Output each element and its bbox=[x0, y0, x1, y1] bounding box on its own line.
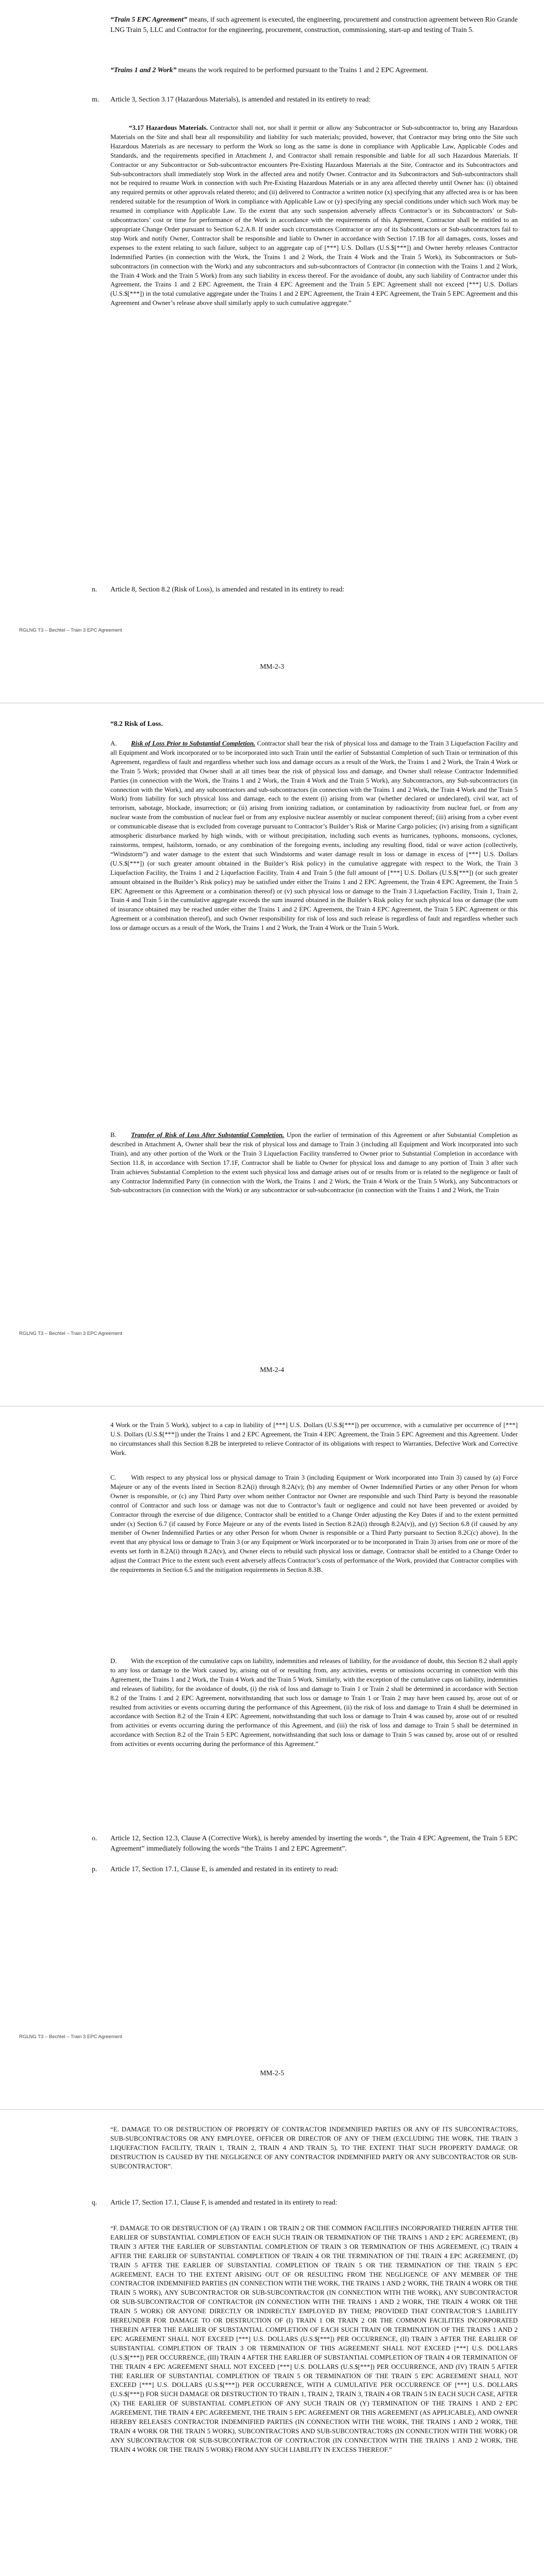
amendment-8-2-intro: Article 8, Section 8.2 (Risk of Loss), is amended and restated in its entirety to read: bbox=[110, 585, 344, 593]
page-number: MM-2-4 bbox=[260, 1366, 284, 1374]
amendment-17-1-f-intro: Article 17, Section 17.1, Clause F, is amended and restated in its entirety to read: bbox=[110, 2198, 337, 2206]
amendment-17-1-e-intro: Article 17, Section 17.1, Clause E, is amended and restated in its entirety to read: bbox=[110, 1865, 338, 1873]
subsection-body: With respect to any physical loss or physical damage to Train 3 (including Equipment or Work incorporated into Train 3) caused by (a) Force Majeure or any of the events listed in Section 8.2A(i) through 8.2A(v); (b) any member of Owner Indemnified Parties or any other Person for whom Owner is responsible, or (c) any Third Party over whom neither Contractor nor Owner are responsible and such Third Party is beyond the reasonable control of Contractor and such loss or damage was not due to Contractor’s fault or negligence and could not have been prevented or avoided by Contractor through the exercise of due diligence, Contractor shall be entitled to a Change Order adjusting the Key Dates if and to the extent permitted under (x) Section 6.7 (if caused by Force Majeure or any of the events listed in Section 8.2A(i) through 8.2A(v)), and (y) Section 6.8 (if caused by any member of Owner Indemnified Parties or any other Person for whom Owner is responsible or a Third Party pursuant to Section 8.2C(c) above). In the event that any physical loss or damage to Train 3 (or any Equipment or Work incorporated or to be incorporated in Train 3) arises from one or more of the events set forth in 8.2A(i) through 8.2A(v), and Owner elects to rebuild such physical loss or damage, Contractor shall be entitled to a Change Order to adjust the Contract Price to the extent such event adversely affects Contractor’s costs of performance of the Work, provided that Contractor complies with the requirements in Section 6.5 and the mitigation requirements in Section 8.3B. bbox=[110, 1474, 518, 1574]
section-8-2-d bbox=[110, 1657, 518, 1749]
item-label-m: m. bbox=[92, 95, 99, 103]
subsection-body: With the exception of the cumulative caps on liability, indemnities and releases of liability, for the avoidance of doubt, this Section 8.2 shall apply to any loss or damage to the Work caused by, arising out of or resulting from, any activities, events or omissions occurring in connection with this Agreement, the Trains 1 and 2 Work, the Train 4 Work and the Train 5 Work. Similarly, with the exception of the cumulative caps on liability, indemnities and releases of liability, for the avoidance of doubt, (i) the risk of loss and damage to Train 1 or Train 2 shall be determined in accordance with Section 8.2 of the Trains 1 and 2 EPC Agreement, notwithstanding that such loss or damage to Train 1 or Train 2 may have been caused by, arose out of or resulted from activities or events occurring during the performance of this Agreement, (ii) the risk of loss and damage to Train 4 shall be determined in accordance with Section 8.2 of the Train 4 EPC Agreement, notwithstanding that such loss or damage to Train 4 was caused by, arose out of or resulted from activities or events occurring during the performance of this Agreement, and (iii) the risk of loss and damage to Train 5 shall be determined in accordance with Section 8.2 of the Train 5 EPC Agreement, notwithstanding that such loss or damage to Train 5 was caused by, arose out of or resulted from activities or events occurring during the performance of this Agreement.” bbox=[110, 1657, 518, 1748]
document-footer-id: RGLNG T3 – Bechtel – Train 3 EPC Agreement bbox=[19, 1331, 122, 1336]
section-3-17-hazardous-materials bbox=[110, 124, 518, 308]
item-label-q: q. bbox=[92, 2198, 97, 2206]
page-number: MM-2-5 bbox=[260, 2069, 284, 2077]
page-number: MM-2-3 bbox=[260, 663, 284, 670]
section-8-2-a bbox=[110, 739, 518, 933]
page-mm-2-4 bbox=[0, 703, 544, 1406]
definition-term: “Train 5 EPC Agreement” bbox=[110, 15, 187, 23]
item-label-n: n. bbox=[92, 585, 97, 593]
subsection-label: B. bbox=[110, 1131, 117, 1139]
definition-body: means the work required to be performed pursuant to the Trains 1 and 2 EPC Agreement. bbox=[178, 66, 428, 74]
subsection-label: D. bbox=[110, 1657, 117, 1665]
subsection-title: Transfer of Risk of Loss After Substantial Completion. bbox=[131, 1131, 285, 1139]
document-footer-id: RGLNG T3 – Bechtel – Train 3 EPC Agreement bbox=[19, 628, 122, 633]
item-label-o: o. bbox=[92, 1834, 97, 1842]
page-mm-2-6 bbox=[0, 2110, 544, 2576]
section-8-2-b-continued: 4 Work or the Train 5 Work), subject to a cap in liability of [***] U.S. Dollars (U.S.$[***]) per occurrence, with a cumulative per occurrence of [***] U.S. Dollars (U.S.$[***]) under the Trains 1 and 2 EPC Agreement, the Train 4 EPC Agreement, the Train 5 EPC Agreement and this Agreement. Under no circumstances shall this Section 8.2B be interpreted to relieve Contractor of its obligations with respect to Warranties, Defective Work and Corrective Work. bbox=[110, 1421, 518, 1456]
definition-trains12-work bbox=[110, 65, 518, 75]
page-mm-2-3 bbox=[0, 0, 544, 703]
subsection-label: C. bbox=[110, 1474, 117, 1481]
section-body: Contractor shall not, nor shall it permit or allow any Subcontractor or Sub-subcontractor to, bring any Hazardous Materials on the Site and shall bear all responsibility and liability for such materials; provided, however, that Contractor may bring onto the Site such Hazardous Materials as are necessary to perform the Work so long as the same is done in compliance with Applicable Law, Applicable Codes and Standards, and the requirements specified in Attachment J, and Contractor shall remain responsible and liable for all such Hazardous Materials. If Contractor or any Subcontractor or Sub-subcontractor encounters Pre-Existing Hazardous Materials at the Site, Contractor and its Subcontractors and Sub-subcontractors shall immediately stop Work in the affected area and notify Owner. Contractor and its Subcontractors and Sub-subcontractors shall not be required to resume Work in connection with such Pre-Existing Hazardous Materials or in any area affected thereby until Owner has: (i) obtained any required permits or other approvals related thereto; and (ii) delivered to Contractor a written notice (x) specifying that any affected area is or has been rendered suitable for the resumption of Work in compliance with Applicable Law or (y) specifying any special conditions under which such Work may be resumed in compliance with Applicable Law. To the extent that any such suspension adversely affects Contractor’s or its Subcontractors’ or Sub-subcontractors’ cost or time for performance of the Work in accordance with the requirements of this Agreement, Contractor shall be entitled to an appropriate Change Order pursuant to Section 6.2.A.8. If under such circumstances Contractor or any of its Subcontractors or Sub-subcontractors fail to stop Work and notify Owner, Contractor shall be responsible and liable to Owner in accordance with Section 17.1B for all damages, costs, losses and expenses to the extent relating to such failure, subject to an aggregate cap of [***] U.S. Dollars (U.S.$[***]) and Owner hereby releases Contractor Indemnified Parties (in connection with the Work, the Trains 1 and 2 Work, the Train 4 Work and the Train 5 Work), its Subcontractors or Sub-subcontractors (in connection with the Work) and any subcontractors and sub-subcontractors of Contractor (in connection with the Trains 1 and 2 Work, the Train 4 Work and the Train 5 Work) from any such liability in excess thereof. For the avoidance of doubt, any such liability of Contractor under this Agreement, the Trains 1 and 2 EPC Agreement, the Train 4 EPC Agreement and the Train 5 EPC Agreement shall not exceed [***] U.S. Dollars (U.S.$[***]) in the total cumulative aggregate under the Trains 1 and 2 EPC Agreement, the Train 4 EPC Agreement, the Train 5 EPC Agreement and this Agreement and Owner’s release above shall similarly apply to such cumulative aggregate.” bbox=[110, 124, 518, 307]
clause-17-1-e: “E. DAMAGE TO OR DESTRUCTION OF PROPERTY OF CONTRACTOR INDEMNIFIED PARTIES OR ANY OF ITS SUBCONTRACTORS, SUB-SUBCONTRACTORS OR ANY EMPLOYEE, OFFICER OR DIRECTOR OF ANY OF THEM (EXCLUDING THE WORK, THE TRAIN 3 LIQUEFACTION FACILITY, TRAIN 1, TRAIN 2, TRAIN 4 AND TRAIN 5), TO THE EXTENT THAT SUCH PROPERTY DAMAGE OR DESTRUCTION IS CAUSED BY THE NEGLIGENCE OF ANY CONTRACTOR INDEMNIFIED PARTY OR ANY SUBCONTRACTOR OR SUB-SUBCONTRACTOR”. bbox=[110, 2126, 518, 2170]
section-8-2-c bbox=[110, 1473, 518, 1575]
item-label-p: p. bbox=[92, 1865, 97, 1873]
amendment-12-3: Article 12, Section 12.3, Clause A (Corrective Work), is hereby amended by inserting the words “, the Train 4 EPC Agreement, the Train 5 EPC Agreement” immediately following the words “the Trains 1 and 2 EPC Agreement”. bbox=[110, 1834, 518, 1852]
subsection-body: Upon the earlier of termination of this Agreement or after Substantial Completion as described in Attachment A, Owner shall bear the risk of physical loss and damage to Train 3 (including all Equipment and Work incorporated into such Train), and any other portion of the Work or the Train 3 Liquefaction Facility transferred to Owner prior to Substantial Completion in accordance with Section 11.8, in accordance with Section 17.1F, Contractor shall be liable to Owner for physical loss and damage to any portion of Train 3 after such Train achieves Substantial Completion to the extent such physical loss and damage arises out of or results from or is related to the negligence or fault of any Contractor Indemnified Party (in connection with the Work, the Trains 1 and 2 Work, the Train 4 Work or the Train 5 Work), any Subcontractors or Sub-subcontractors (in connection with the Work) or any subcontractor or sub-subcontractor (in connection with the Trains 1 and 2 Work, the Train bbox=[110, 1131, 518, 1194]
definition-train5-epc bbox=[110, 14, 518, 35]
subsection-label: A. bbox=[110, 740, 117, 747]
subsection-body: Contractor shall bear the risk of physical loss and damage to the Train 3 Liquefaction Facility and all Equipment and Work incorporated or to be incorporated into such Train until the earlier of Substantial Completion of such Train or termination of this Agreement, regardless of fault and regardless whether such loss and damage occurs as a result of the Work, the Trains 1 and 2 Work, the Train 4 Work or the Train 5 Work; provided that Owner shall at all times bear the risk of physical loss and damage, and Owner shall release Contractor Indemnified Parties (in connection with the Work, the Trains 1 and 2 Work, the Train 4 Work and the Train 5 Work), any Subcontractors, any Sub-subcontractors (in connection with the Work), and any subcontractors and sub-subcontractors (in connection with the Trains 1 and 2 Work, the Train 4 Work and the Train 5 Work) from liability for such physical loss and damage, each to the extent (i) arising from war (whether declared or undeclared), civil war, act of terrorism, sabotage, blockade, insurrection; or (ii) arising from ionizing radiation, or contamination by radioactivity from nuclear fuel, or from any nuclear waste from the combustion of nuclear fuel or from any explosive nuclear assembly or nuclear component thereof; (iii) arising from a cyber event or communicable disease that is excluded from coverage pursuant to Contractor’s Builder’s Risk or Marine Cargo policies; (iv) arising from a significant atmospheric disturbance marked by high winds, with or without precipitation, including such events as hurricanes, typhoons, monsoons, cyclones, rainstorms, tempest, hailstorm, tornado, or any combination of the foregoing events, including any resulting flood, tidal or wave action (collectively, “Windstorm”) and water damage to the extent that such Windstorms and water damage result in loss or damage in excess of [***] U.S. Dollars (U.S.$[***]) (or such greater amount obtained in the Builder’s Risk policy) in the cumulative aggregate with respect to the Work, the Train 3 Liquefaction Facility, the Trains 1 and 2 Liquefaction Facility, Train 4 and Train 5 (the full amount of [***] U.S. Dollars (U.S.$[***]) (or such greater amount obtained in the Builder’s Risk policy) may be satisfied under either the Trains 1 and 2 EPC Agreement, the Train 4 EPC Agreement, the Train 5 EPC Agreement or this Agreement or a combination thereof) or (v) such physical loss or damage to the Train 3 Liquefaction Facility, Train 1, Train 2, Train 4 and Train 5 in the cumulative aggregate exceeds the sum insured obtained in the Builder’s Risk policy for such physical loss or damage (the sum of insurance obtained may be reached under either the Trains 1 and 2 EPC Agreement, the Train 4 EPC Agreement, the Train 5 EPC Agreement or this Agreement or a combination thereof), and such Owner responsibility for risk of loss and such release is regardless of fault and regardless whether such loss or damage occurs as a result of the Work, the Trains 1 and 2 Work, the Train 4 Work or the Train 5 Work. bbox=[110, 740, 518, 932]
definition-body: means, if such agreement is executed, the engineering, procurement and construction agreement between Rio Grande LNG Train 5, LLC and Contractor for the engineering, procurement, construction, commissioning, start-up and testing of Train 5. bbox=[110, 15, 518, 33]
definition-term: “Trains 1 and 2 Work” bbox=[110, 66, 177, 74]
section-8-2-b bbox=[110, 1131, 518, 1195]
amendment-3-17-intro: Article 3, Section 3.17 (Hazardous Materials), is amended and restated in its entirety to read: bbox=[110, 95, 371, 103]
document-footer-id: RGLNG T3 – Bechtel – Train 3 EPC Agreement bbox=[19, 2034, 122, 2040]
section-title: “3.17 Hazardous Materials. bbox=[129, 124, 208, 131]
subsection-title: Risk of Loss Prior to Substantial Completion. bbox=[131, 740, 256, 747]
page-mm-2-5 bbox=[0, 1406, 544, 2110]
section-8-2-heading: “8.2 Risk of Loss. bbox=[110, 720, 163, 727]
clause-17-1-f: “F. DAMAGE TO OR DESTRUCTION OF (A) TRAIN 1 OR TRAIN 2 OR THE COMMON FACILITIES INCORPORATED THEREIN AFTER THE EARLIER OF SUBSTANTIAL COMPLETION OF EACH SUCH TRAIN OR TERMINATION OF THE TRAINS 1 AND 2 EPC AGREEMENT, (B) TRAIN 3 AFTER THE EARLIER OF SUBSTANTIAL COMPLETION OF TRAIN 3 OR TERMINATION OF THIS AGREEMENT, (C) TRAIN 4 AFTER THE EARLIER OF SUBSTANTIAL COMPLETION OF TRAIN 4 OR THE TERMINATION OF THE TRAIN 4 EPC AGREEMENT, (D) TRAIN 5 AFTER THE EARLIER OF SUBSTANTIAL COMPLETION OF TRAIN 5 OR THE TERMINATION OF THE TRAIN 5 EPC AGREEMENT, EACH TO THE EXTENT ARISING OUT OF OR RESULTING FROM THE NEGLIGENCE OF ANY MEMBER OF THE CONTRACTOR INDEMNIFIED PARTIES (IN CONNECTION WITH THE WORK, THE TRAINS 1 AND 2 WORK, THE TRAIN 4 WORK OR THE TRAIN 5 WORK), ANY SUBCONTRACTOR OR SUB-SUBCONTRACTOR (IN CONNECTION WITH THE WORK), ANY SUBCONTRACTOR OR SUB-SUBCONTRACTOR OF CONTRACTOR (IN CONNECTION WITH THE TRAINS 1 AND 2 WORK, THE TRAIN 4 WORK OR THE TRAIN 5 WORK) OR ANYONE DIRECTLY OR INDIRECTLY EMPLOYED BY THEM; PROVIDED THAT CONTRACTOR’S LIABILITY HEREUNDER FOR DAMAGE TO OR DESTRUCTION OF (I) TRAIN 1 OR TRAIN 2 OR THE COMMON FACILITIES INCORPORATED THEREIN AFTER THE EARLIER OF SUBSTANTIAL COMPLETION OF EACH SUCH TRAIN OR TERMINATION OF THE TRAINS 1 AND 2 EPC AGREEMENT SHALL NOT EXCEED [***] U.S. DOLLARS (U.S.$[***]) PER OCCURRENCE, (II) TRAIN 3 AFTER THE EARLIER OF SUBSTANTIAL COMPLETION OF TRAIN 3 OR TERMINATION OF THIS AGREEMENT SHALL NOT EXCEED [***] U.S. DOLLARS (U.S.$[***]) PER OCCURRENCE, (III) TRAIN 4 AFTER THE EARLIER OF SUBSTANTIAL COMPLETION OF TRAIN 4 OR TERMINATION OF THE TRAIN 4 EPC AGREEMENT SHALL NOT EXCEED [***] U.S. DOLLARS (U.S.$[***]) PER OCCURRENCE, AND (IV) TRAIN 5 AFTER THE EARLIER OF SUBSTANTIAL COMPLETION OF TRAIN 5 OR TERMINATION OF THE TRAIN 5 EPC AGREEMENT SHALL NOT EXCEED [***] U.S. DOLLARS (U.S.$[***]) PER OCCURRENCE, WITH A CUMULATIVE PER OCCURRENCE OF [***] U.S. DOLLARS (U.S.$[***]) FOR SUCH DAMAGE OR DESTRUCTION TO TRAIN 1, TRAIN 2, TRAIN 3, TRAIN 4 OR TRAIN 5 IN EACH SUCH CASE, AFTER (X) THE EARLIER OF SUBSTANTIAL COMPLETION OF ANY SUCH TRAIN OR (Y) TERMINATION OF THE TRAINS 1 AND 2 EPC AGREEMENT, THE TRAIN 4 EPC AGREEMENT, THE TRAIN 5 EPC AGREEMENT OR THIS AGREEMENT (AS APPLICABLE), AND OWNER HEREBY RELEASES CONTRACTOR INDEMNIFIED PARTIES (IN CONNECTION WITH THE WORK, THE TRAINS 1 AND 2 WORK, THE TRAIN 4 WORK OR THE TRAIN 5 WORK), SUBCONTRACTORS AND SUB-SUBCONTRACTORS (IN CONNECTION WITH THE WORK) OR ANY SUBCONTRACTOR OR SUB-SUBCONTRACTOR OF CONTRACTOR (IN CONNECTION WITH THE TRAINS 1 AND 2 WORK, THE TRAIN 4 WORK OR THE TRAIN 5 WORK) FROM ANY SUCH LIABILITY IN EXCESS THEREOF.” bbox=[110, 2225, 518, 2453]
